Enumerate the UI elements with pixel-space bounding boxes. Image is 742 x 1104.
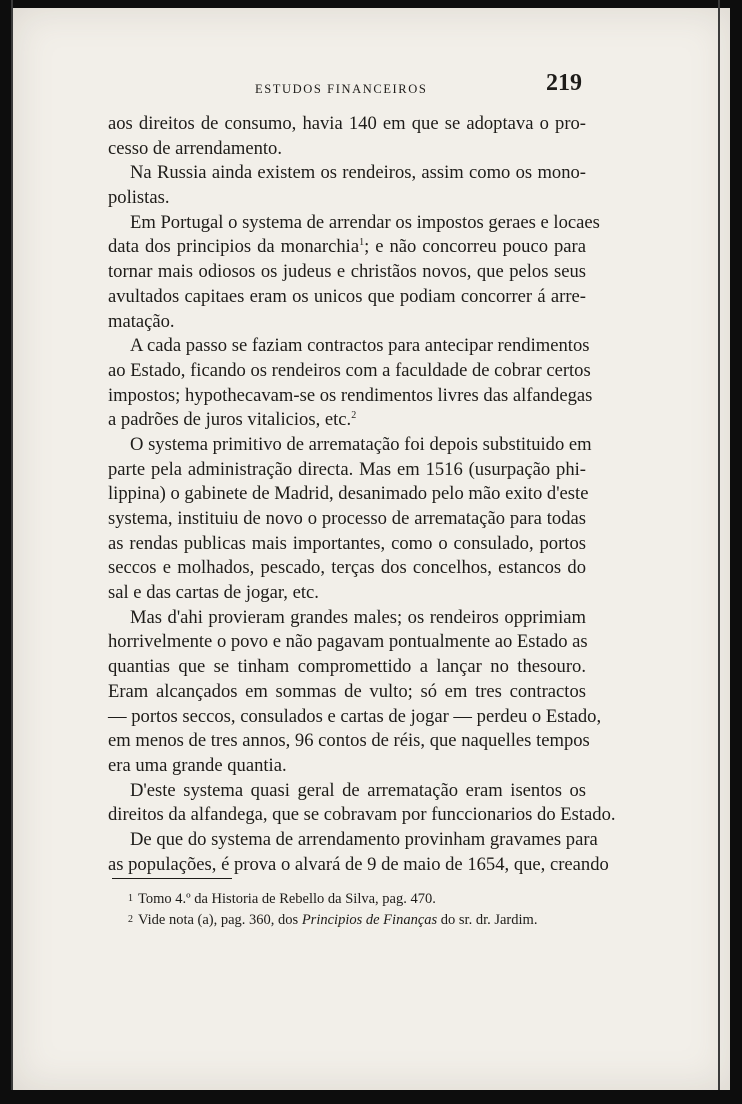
footnote-divider	[112, 878, 232, 879]
body-text	[108, 112, 616, 877]
footnote-ref-1: 1	[359, 237, 365, 249]
footnote-text: Vide nota (a), pag. 360, dos	[138, 912, 299, 928]
footnote-text: Tomo 4.º da Historia de Rebello da Silva, pag. 470.	[138, 891, 436, 907]
text-line: systema, instituiu de novo o processo de arrematação para todas	[108, 508, 586, 529]
text-line: sal e das cartas de jogar, etc.	[108, 582, 319, 604]
text-line: A cada passo se faziam contractos para antecipar rendimentos	[130, 335, 590, 357]
text-line-with-note	[108, 408, 586, 433]
text-line: era uma grande quantia.	[108, 754, 287, 776]
text-line-with-note	[108, 235, 586, 260]
page-edge-left	[11, 0, 13, 1090]
text-fragment: data dos principios da monarchia	[108, 236, 360, 258]
footnote-mark: 2	[128, 914, 133, 925]
text-line: direitos da alfandega, que se cobravam por funccionarios do Estado.	[108, 804, 616, 826]
footnote-1	[128, 888, 598, 909]
text-line: parte pela administração directa. Mas em 1516 (usurpação phi-	[108, 458, 586, 480]
footnote-book-title: Principios de Finanças	[301, 912, 438, 928]
text-line: seccos e molhados, pescado, terças dos concelhos, estancos do	[108, 557, 586, 579]
text-fragment: ; e não concorreu pouco para	[364, 236, 586, 258]
text-line: Em Portugal o systema de arrendar os impostos geraes e locaes	[130, 211, 600, 233]
text-line: D'este systema quasi geral de arrematação eram isentos os	[130, 779, 586, 801]
text-line: em menos de tres annos, 96 contos de réis, que naquelles tempos	[108, 730, 590, 752]
text-line: lippina) o gabinete de Madrid, desanimado pelo mão exito d'este	[108, 483, 589, 505]
text-line: impostos; hypothecavam-se os rendimentos livres das alfandegas	[108, 384, 593, 406]
page-edge-right	[718, 0, 720, 1090]
text-line: avultados capitaes eram os unicos que podiam concorrer á arre-	[108, 285, 586, 307]
text-line: — portos seccos, consulados e cartas de jogar — perdeu o Estado,	[108, 705, 602, 727]
text-line: Eram alcançados em sommas de vulto; só em tres contractos	[108, 680, 586, 702]
text-line: as populações, é prova o alvará de 9 de maio de 1654, que, creando	[108, 853, 609, 875]
text-line: as rendas publicas mais importantes, como o consulado, portos	[108, 532, 586, 554]
text-line: O systema primitivo de arrematação foi depois substituido em	[130, 433, 592, 455]
text-line: cesso de arrendamento.	[108, 137, 282, 159]
page-number: 219	[546, 70, 582, 96]
text-line: De que do systema de arrendamento provinham gravames para	[130, 828, 598, 850]
footnotes	[128, 888, 598, 930]
text-line: Na Russia ainda existem os rendeiros, assim como os mono-	[130, 162, 586, 184]
running-title: ESTUDOS FINANCEIROS	[255, 82, 428, 96]
text-line: aos direitos de consumo, havia 140 em que se adoptava o pro-	[108, 113, 586, 134]
text-line: matação.	[108, 310, 175, 332]
text-line: ao Estado, ficando os rendeiros com a faculdade de cobrar certos	[108, 359, 591, 381]
text-line: horrivelmente o povo e não pagavam pontualmente ao Estado as	[108, 631, 588, 653]
text-line: polistas.	[108, 187, 170, 209]
text-line: quantias que se tinham compromettido a lançar no thesouro.	[108, 656, 586, 678]
footnote-ref-2: 2	[351, 410, 357, 422]
footnote-2	[128, 909, 598, 930]
text-line: Mas d'ahi provieram grandes males; os rendeiros opprimiam	[130, 606, 586, 628]
text-fragment: a padrões de juros vitalicios, etc.	[108, 409, 352, 431]
footnote-mark: 1	[128, 893, 133, 904]
footnote-text: do sr. dr. Jardim.	[440, 912, 538, 928]
text-line: tornar mais odiosos os judeus e christãos novos, que pelos seus	[108, 261, 586, 283]
